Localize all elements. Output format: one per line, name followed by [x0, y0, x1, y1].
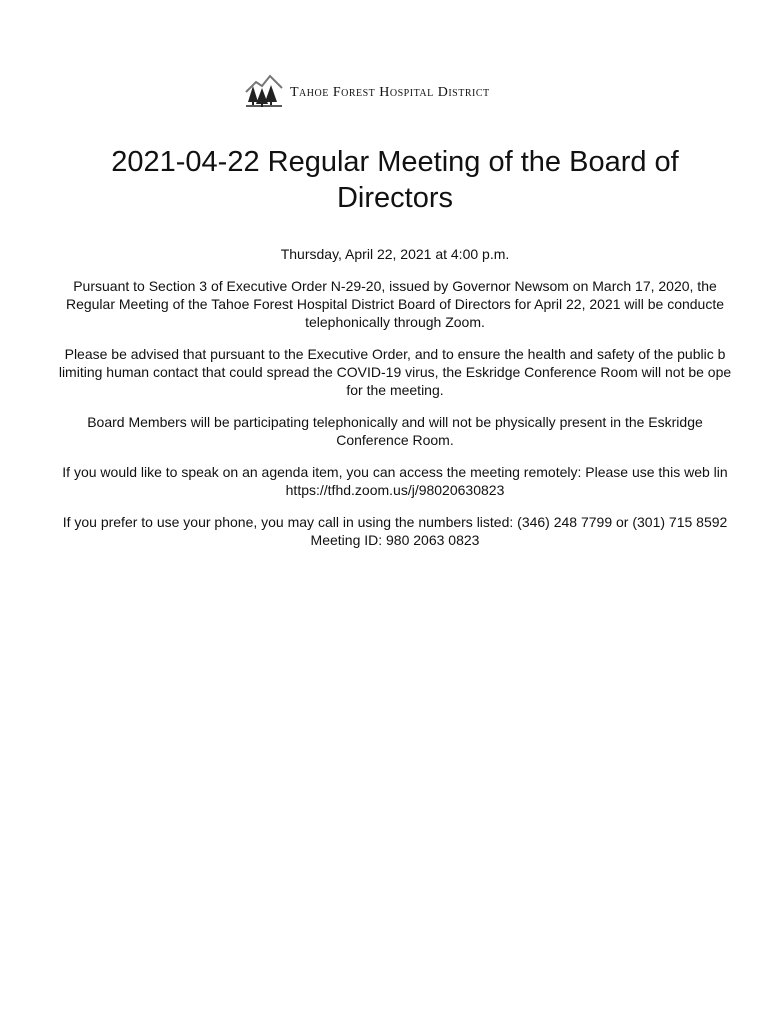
speak-paragraph	[0, 463, 736, 499]
executive-order-paragraph	[0, 277, 736, 331]
meeting-id-text: Meeting ID: 980 2063 0823	[310, 532, 480, 548]
phone-paragraph	[0, 513, 736, 549]
paragraph-line: Pursuant to Section 3 of Executive Order N-29-20, issued by Governor Newsom on March 17, 2020, the	[73, 278, 717, 294]
page-title	[0, 144, 736, 216]
paragraph-line: Board Members will be participating telephonically and will not be physically present in the Eskridge	[87, 414, 703, 430]
paragraph-line: If you prefer to use your phone, you may call in using the numbers listed: (346) 248 7799 or (301) 715 8592	[62, 514, 728, 530]
paragraph-line: for the meeting.	[346, 382, 444, 398]
advisory-paragraph	[0, 345, 736, 399]
paragraph-line: Conference Room.	[336, 432, 454, 448]
paragraph-line: Please be advised that pursuant to the Executive Order, and to ensure the health and safety of the public b	[64, 346, 726, 362]
paragraph-line: Regular Meeting of the Tahoe Forest Hospital District Board of Directors for April 22, 2021 will be conducte	[65, 296, 725, 312]
pine-trees-mountain-icon	[244, 72, 284, 108]
board-members-paragraph	[0, 413, 736, 449]
meeting-notice	[0, 245, 736, 563]
meeting-date	[0, 245, 736, 263]
meeting-date-text: Thursday, April 22, 2021 at 4:00 p.m.	[280, 246, 510, 262]
paragraph-line: If you would like to speak on an agenda item, you can access the meeting remotely: Please use this web lin	[62, 464, 728, 480]
paragraph-line: telephonically through Zoom.	[305, 314, 485, 330]
title-line-2: Directors	[336, 182, 453, 214]
organization-name: Tahoe Forest Hospital District	[290, 85, 490, 100]
title-line-1: 2021-04-22 Regular Meeting of the Board of	[111, 146, 679, 178]
zoom-link-text: https://tfhd.zoom.us/j/98020630823	[285, 482, 505, 498]
paragraph-line: limiting human contact that could spread the COVID-19 virus, the Eskridge Conference Room will not be ope	[58, 364, 732, 380]
logo	[244, 72, 490, 108]
